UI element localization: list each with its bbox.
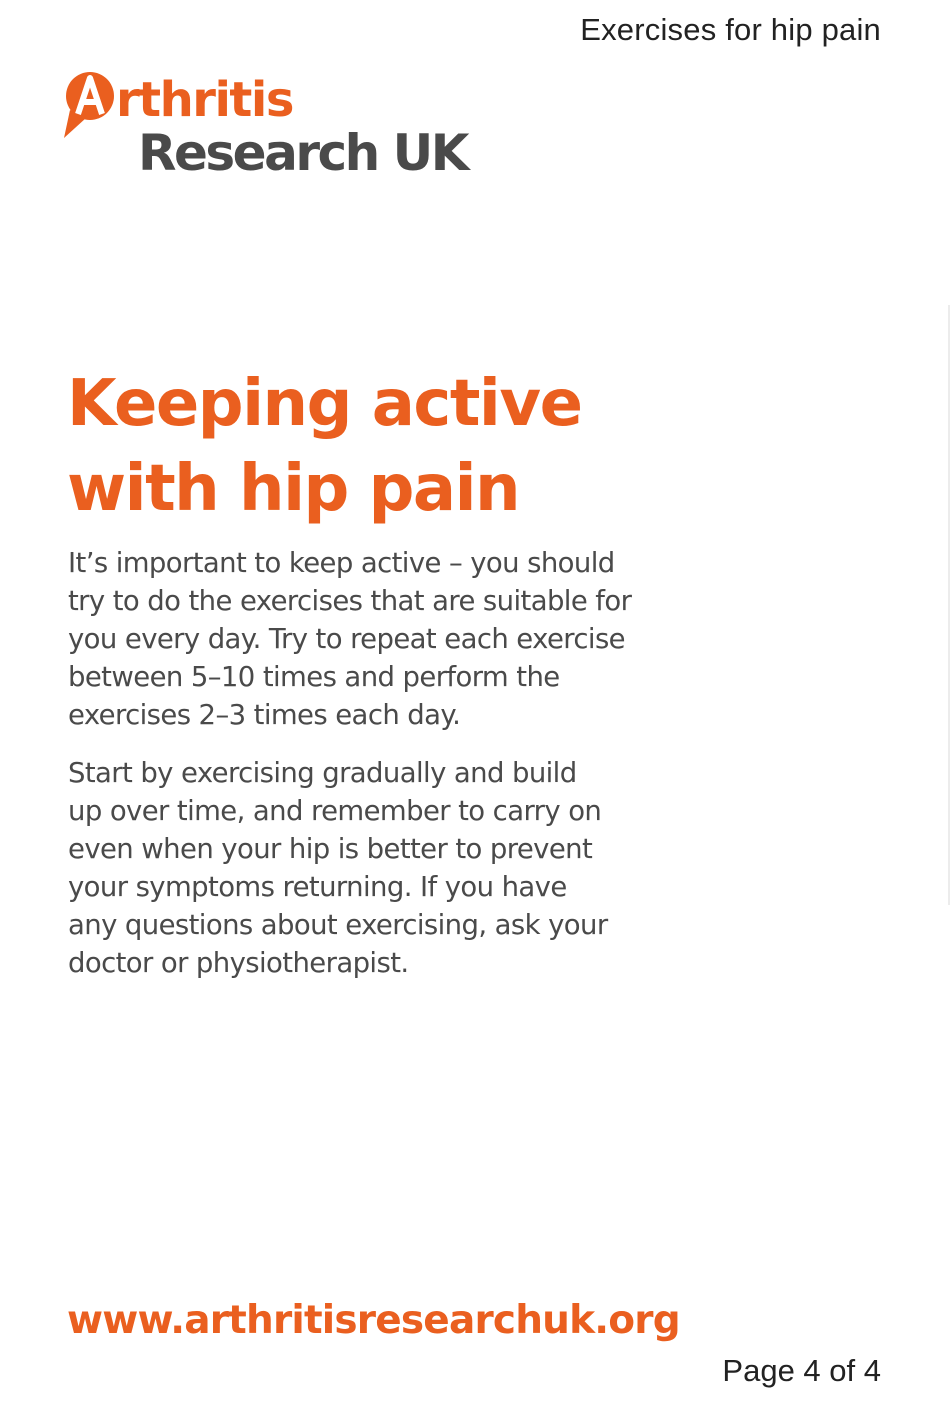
paragraph-line: even when your hip is better to prevent — [68, 833, 593, 865]
paragraph-line: It’s important to keep active – you should — [68, 547, 615, 579]
svg-text:rthritis: rthritis — [116, 72, 293, 128]
paragraph-line: any questions about exercising, ask your — [68, 909, 608, 941]
paragraph-line: you every day. Try to repeat each exercise — [68, 623, 626, 655]
paragraph-line: your symptoms returning. If you have — [68, 871, 567, 903]
website-link[interactable]: www.arthritisresearchuk.org — [67, 1298, 680, 1343]
intro-paragraph — [68, 544, 668, 734]
svg-text:Research UK: Research UK — [138, 124, 467, 178]
document-header-title: Exercises for hip pain — [580, 12, 881, 47]
page-title — [67, 362, 581, 532]
paragraph-line: exercises 2–3 times each day. — [68, 699, 461, 731]
paragraph-line: Start by exercising gradually and build — [68, 757, 577, 789]
title-line: Keeping active — [67, 367, 582, 441]
arthritis-research-uk-logo — [64, 66, 494, 178]
paragraph-line: doctor or physiotherapist. — [68, 947, 409, 979]
title-line: with hip pain — [67, 452, 520, 526]
paragraph-line: between 5–10 times and perform the — [68, 661, 560, 693]
advice-paragraph — [68, 754, 668, 982]
page-number: Page 4 of 4 — [722, 1353, 881, 1388]
paragraph-line: up over time, and remember to carry on — [68, 795, 602, 827]
paragraph-line: try to do the exercises that are suitable for — [68, 585, 632, 617]
